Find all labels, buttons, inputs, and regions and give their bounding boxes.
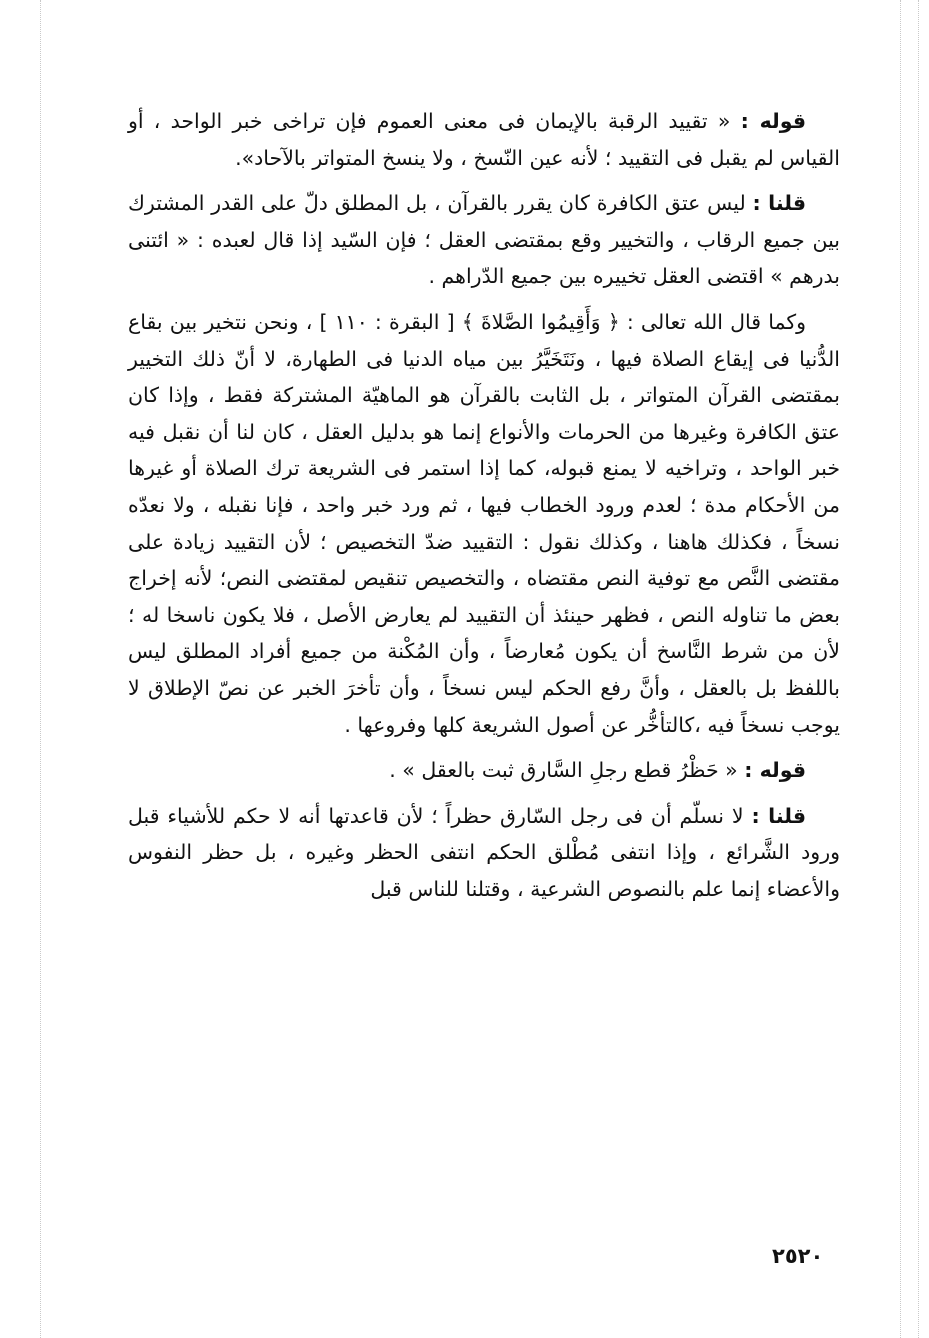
- scan-guide-line: [918, 0, 919, 1338]
- paragraph-4: [128, 752, 840, 789]
- paragraph-3: [128, 304, 840, 743]
- paragraph-1: [128, 103, 840, 176]
- scan-guide-line: [900, 0, 901, 1338]
- paragraph-text: وكما قال الله تعالى : ﴿ وَأَقِيمُوا الصَّلاةَ ﴾ [ البقرة : ١١٠ ] ، ونحن نتخير بين بقاع الدُّنيا فى إيقاع الصلاة فيها ، ونَتَخَيَّرُ بين مياه الدنيا فى الطهارة، لا أنّ ذلك التخيير بمقتضى القرآن المتواتر ، بل الثابت بالقرآن هو الماهيّة المشتركة فقط ، وإذا كان عتق الكافرة وغيرها من الحرمات والأنواع إنما هو بدليل العقل ، كان لنا أن نقبل فيه خبر الواحد ، وتراخيه لا يمنع قبوله، كما إذا استمر فى الشريعة ترك الصلاة أو غيرها من الأحكام مدة ؛ لعدم ورود الخطاب فيها ، ثم ورد خبر واحد ، فإنا نقبله ، ولا نعدّه نسخاً ، فكذلك هاهنا ، وكذلك نقول : التقييد ضدّ التخصيص ؛ لأن التقييد زيادة على مقتضى النَّص مع توفية النص مقتضاه ، والتخصيص تنقيص لمقتضى النص؛ لأنه إخراج بعض ما تناوله النص ، فظهر حينئذ أن التقييد لم يعارض الأصل ، فلا يكون ناسخا له ؛ لأن من شرط النَّاسخ أن يكون مُعارضاً ، وأن المُكْنة من جميع أفراد المطلق ليس باللفظ بل بالعقل ، وأنَّ رفع الحكم ليس نسخاً ، وأن تأخرَ الخبر عن نصّ الإطلاق لا يوجب نسخاً فيه ،كالتأخُّر عن أصول الشريعة كلها وفروعها .: [128, 309, 840, 737]
- paragraph-lead: قلنا :: [751, 803, 806, 828]
- paragraph-lead: قلنا :: [752, 191, 806, 216]
- paragraph-5: [128, 798, 840, 908]
- paragraph-text: « حَظْرُ قطع رجلِ السَّارق ثبت بالعقل » .: [389, 758, 738, 783]
- paragraph-2: [128, 185, 840, 295]
- paragraph-lead: قوله :: [744, 758, 806, 783]
- paragraph-text: لا نسلّم أن فى رجل السّارق حظراً ؛ لأن قاعدتها أنه لا حكم للأشياء قبل ورود الشَّرائع ، وإذا انتفى مُطْلق الحكم انتفى الحظر وغيره ، بل حظر النفوس والأعضاء إنما علم بالنصوص الشرعية ، وقتلنا للناس قبل: [128, 803, 840, 901]
- body-text: [128, 103, 840, 907]
- scan-guide-line: [40, 0, 41, 1338]
- paragraph-lead: قوله :: [740, 109, 806, 133]
- paragraph-text: ليس عتق الكافرة كان يقرر بالقرآن ، بل المطلق دلّ على القدر المشترك بين جميع الرقاب ، والتخيير وقع بمقتضى العقل ؛ فإن السّيد إذا قال لعبده : « ائتنى بدرهم » اقتضى العقل تخييره بين جميع الدّراهم .: [128, 191, 840, 289]
- paragraph-text: « تقييد الرقبة بالإيمان فى معنى العموم فإن تراخى خبر الواحد ، أو القياس لم يقبل فى التقييد ؛ لأنه عين النّسخ ، ولا ينسخ المتواتر بالآحاد».: [128, 109, 840, 170]
- page-number: ٢٥٢٠: [772, 1244, 824, 1268]
